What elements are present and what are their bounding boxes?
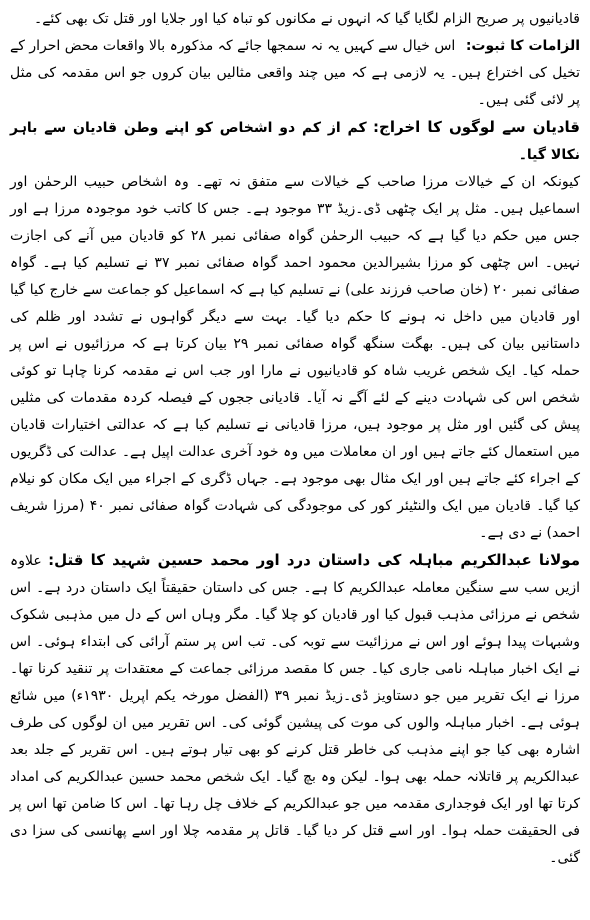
evidence-heading: الزامات کا ثبوت: [465,38,581,54]
expulsion-paragraph [10,169,580,547]
intro-paragraph [10,6,580,33]
intro-text: قادیانیوں پر صریح الزام لگایا گیا کہ انہوں نے مکانوں کو تباہ کیا اور جلایا اور قتل تک بھی کئے۔ [34,11,580,27]
evidence-text: اس خیال سے کہیں یہ نہ سمجھا جائے کہ مذکورہ بالا واقعات محض احرار کے تخیل کی اختراع ہیں۔ یہ لازمی ہے کہ میں چند واقعی مثالیں بیان کروں جو اس مقدمہ کی مثل پر لائی گئی ہیں۔ [10,38,580,108]
evidence-paragraph [10,33,580,114]
murder-paragraph [10,547,580,872]
murder-text: علاوہ ازیں سب سے سنگین معاملہ عبدالکریم کا ہے۔ جس کی داستان حقیقتاً ایک داستان درد ہے۔ اس شخص نے مرزائی مذہب قبول کیا اور قادیان کو چلا گیا۔ مگر وہاں اس کے دل میں مذہبی شکوک وشبہات پیدا ہوئے اور اس نے مرزائیت سے توبہ کی۔ تب اس پر ستم آرائی کی ابتداء ہوئی۔ اس نے ایک اخبار مباہلہ نامی جاری کیا۔ جس کا مقصد مرزائی جماعت کے معتقدات پر تنقید کرنا تھا۔ مرزا نے ایک تقریر میں جو دستاویز ڈی۔زیڈ نمبر ۳۹ (الفضل مورخہ یکم اپریل ۱۹۳۰ء) میں شائع ہوئی ہے۔ اخبار مباہلہ والوں کی موت کی پیشین گوئی کی۔ اس تقریر میں ان لوگوں کی طرف اشارہ بھی کیا جو اپنے مذہب کی خاطر قتل کرنے کو بھی تیار ہوتے ہیں۔ اس تقریر کے جلد بعد عبدالکریم پر قاتلانہ حملہ بھی ہوا۔ لیکن وہ بچ گیا۔ ایک شخص محمد حسین عبدالکریم کی امداد کرتا تھا اور ایک فوجداری مقدمہ میں جو عبدالکریم کے خلاف چل رہا تھا۔ اس کا ضامن تھا اس پر فی الحقیقت حملہ ہوا۔ اور اسے قتل کر دیا گیا۔ قاتل پر مقدمہ چلا اور اسے پھانسی کی سزا دی گئی۔ [10,553,580,866]
expulsion-text: کیونکہ ان کے خیالات مرزا صاحب کے خیالات سے متفق نہ تھے۔ وہ اشخاص حبیب الرحمٰن اور اسماعیل ہیں۔ مثل پر ایک چٹھی ڈی۔زیڈ ۳۳ موجود ہے۔ جس کا کاتب خود موجودہ مرزا ہے اور جس میں حکم دیا گیا ہے کہ حبیب الرحمٰن گواہ صفائی نمبر ۲۸ کو قادیان میں آنے کی اجازت نہیں۔ اس چٹھی کو مرزا بشیرالدین محمود احمد گواہ صفائی نمبر ۳۷ نے تسلیم کیا ہے۔ گواہ صفائی نمبر ۲۰ (خان صاحب فرزند علی) نے تسلیم کیا ہے کہ اسماعیل کو جماعت سے خارج کیا گیا اور قادیان میں داخل نہ ہونے کا حکم دیا گیا۔ بہت سے دیگر گواہوں نے تشدد اور ظلم کی داستانیں بیان کی ہیں۔ بھگت سنگھ گواہ صفائی نمبر ۲۹ بیان کرتا ہے کہ مرزائیوں نے اس پر حملہ کیا۔ ایک شخص غریب شاہ کو قادیانیوں نے مارا اور جب اس نے مقدمہ کرنا چاہا تو کوئی شخص اس کی شہادت دینے کے لئے آگے نہ آیا۔ قادیانی ججوں کے فیصلہ کردہ مقدمات کی مثلیں پیش کی گئیں اور مثل پر موجود ہیں، مرزا قادیانی نے تسلیم کیا ہے کہ عدالتی اختیارات قادیان میں استعمال کئے جاتے ہیں اور ان معاملات میں وہ خود آخری عدالت اپیل ہے۔ عدالت کی ڈگریوں کے اجراء کئے جاتے ہیں اور ایک مثال بھی موجود ہے۔ جہاں ڈگری کے اجراء میں ایک مکان کو نیلام کیا گیا۔ قادیان میں ایک والنٹیئر کور کی موجودگی کی شہادت گواہ صفائی نمبر ۴۰ (مرزا شریف احمد) نے دی ہے۔ [10,174,580,541]
document-page [10,6,580,872]
expulsion-heading: قادیان سے لوگوں کا اخراج: [373,118,580,136]
murder-heading: مولانا عبدالکریم مباہلہ کی داستان درد اور محمد حسین شہید کا قتل: [48,551,580,569]
expulsion-lead: کم از کم دو اشخاص کو اپنے وطن قادیان سے باہر نکالا گیا۔ [10,120,580,163]
expulsion-heading-line [10,114,580,169]
